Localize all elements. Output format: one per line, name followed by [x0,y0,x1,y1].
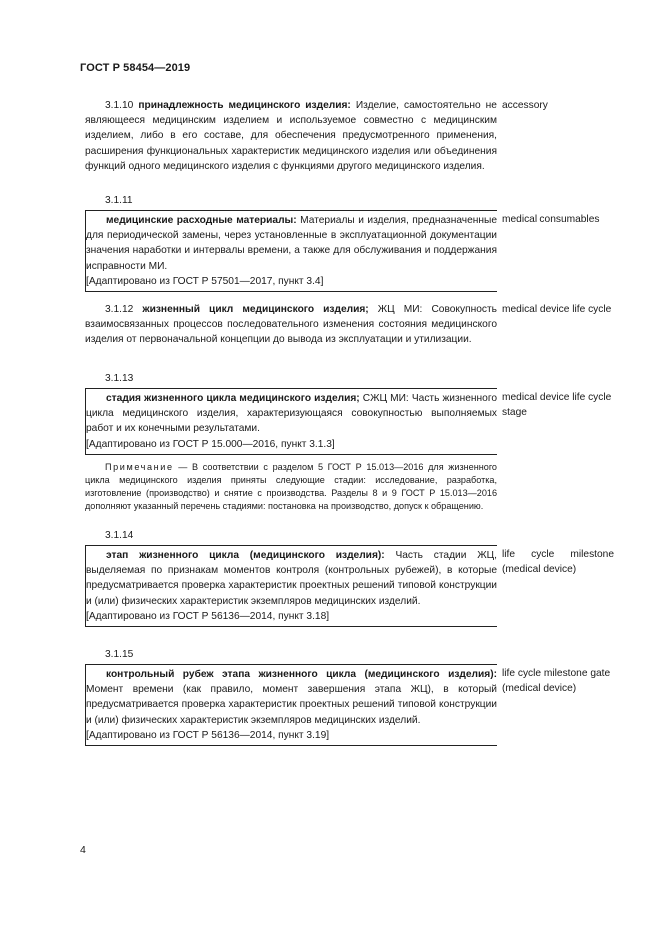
entry-abbreviation: ЖЦ МИ: [377,304,423,315]
english-equivalent: medical device life cycle [502,304,612,315]
english-equivalent: life cycle milestone gate (medical device) [502,668,611,695]
term-entry-3-1-13 [85,371,497,513]
entry-number: 3.1.13 [105,373,134,384]
entry-term: жизненный цикл медицинского изделия; [142,304,369,315]
entry-number: 3.1.14 [105,530,134,541]
entry-definition-text: Часть жизненного цикла медицинского изделия, характеризующаяся совокупностью выполняемых работ и их конечными результатами. [86,393,497,435]
note-text: — В соответствии с разделом 5 ГОСТ Р 15.013—2016 для жизненного цикла медицинского изделия приняты следующие стадии: исследование, разработка, изготовление (производство) и снятие с производства. Разделы 8 и 9 ГОСТ Р 15.013—2016 дополняют указанный перечень стадиями: постановка на производство, допуск к обращению. [85,461,497,511]
entry-definition [86,391,497,437]
document-header: ГОСТ Р 58454—2019 [80,62,191,74]
entry-definition-text: Часть стадии ЖЦ, выделяемая по признакам моментов контроля (контрольных рубежей), в которые предусматривается проверка характеристик проектных решений типовой конструкции и (или) физических характеристик экземпляров медицинских изделий. [86,550,497,607]
entry-number: 3.1.10 [105,100,134,111]
entry-term: этап жизненного цикла (медицинского изделия): [106,550,385,561]
entry-source: [Адаптировано из ГОСТ Р 56136—2014, пункт 3.18] [86,610,330,622]
term-box [85,545,497,627]
entry-source: [Адаптировано из ГОСТ Р 56136—2014, пункт 3.19] [86,729,330,741]
page-number: 4 [80,844,86,856]
entry-definition-text: Изделие, самостоятельно не являющееся медицинским изделием и используемое совместно с медицинским изделием, либо в его составе, для обеспечения предусмотренного применения, расширения функциональных характеристик медицинского изделия или объединения функций одного медицинского изделия с функциями другого медицинского изделия. [85,100,497,172]
entry-number: 3.1.15 [105,649,134,660]
english-equivalent: medical device life cycle stage [502,392,612,419]
entry-definition-text: Момент времени (как правило, момент завершения этапа ЖЦ), в который предусматривается проверка характеристик проектных решений типовой конструкции и (или) физических характеристик экземпляров медицинских изделий. [86,684,497,726]
note-label: Примечание [105,461,174,472]
term-entry-3-1-12 [85,302,497,348]
term-box [85,664,497,746]
entry-definition [85,98,497,174]
entry-definition [86,213,497,274]
entry-definition [86,548,497,609]
entry-term: контрольный рубеж этапа жизненного цикла (медицинского изделия): [106,669,497,680]
entry-definition-text: Материалы и изделия, предназначенные для периодической замены, через установленные в эксплуатационной документации значения наработки и интервалы времени, а также для обслуживания и поддержания исправности МИ. [86,215,497,272]
entry-definition [85,302,497,348]
entry-definition [86,667,497,728]
english-equivalent: medical consumables [502,214,600,225]
english-equivalent: accessory [502,100,548,111]
term-entry-3-1-15 [85,647,497,746]
entry-term: стадия жизненного цикла медицинского изделия; [106,393,360,404]
entry-note [85,461,497,513]
entry-number: 3.1.12 [105,304,134,315]
entry-term: принадлежность медицинского изделия: [138,100,351,111]
term-entry-3-1-10 [85,98,497,174]
entry-source: [Адаптировано из ГОСТ Р 57501—2017, пункт 3.4] [86,275,324,287]
entry-abbreviation: СЖЦ МИ: [362,393,409,404]
term-entry-3-1-14 [85,528,497,627]
entry-source: [Адаптировано из ГОСТ Р 15.000—2016, пункт 3.1.3] [86,438,335,450]
term-box [85,388,497,455]
term-entry-3-1-11 [85,193,497,292]
entry-definition-text: Совокупность взаимосвязанных процессов последовательного изменения состояния медицинского изделия от первоначальной концепции до вывода из эксплуатации и утилизации. [85,304,497,346]
entry-term: медицинские расходные материалы: [106,215,297,226]
term-box [85,210,497,292]
entry-number: 3.1.11 [105,195,133,206]
english-equivalent: life cycle milestone (medical device) [502,549,614,576]
